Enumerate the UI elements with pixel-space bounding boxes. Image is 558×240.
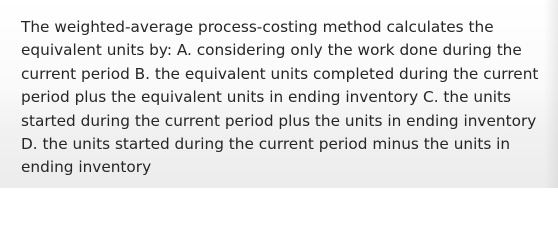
question-text: The weighted-average process-costing method calculates the equivalent units by: A. considering only the work done during the current period B. the equivalent units completed during the current period plus the equivalent units in ending inventory C. the units started during the current period plus the units in ending inventory D. the units started during the current period minus the units in ending inventory bbox=[21, 18, 539, 177]
